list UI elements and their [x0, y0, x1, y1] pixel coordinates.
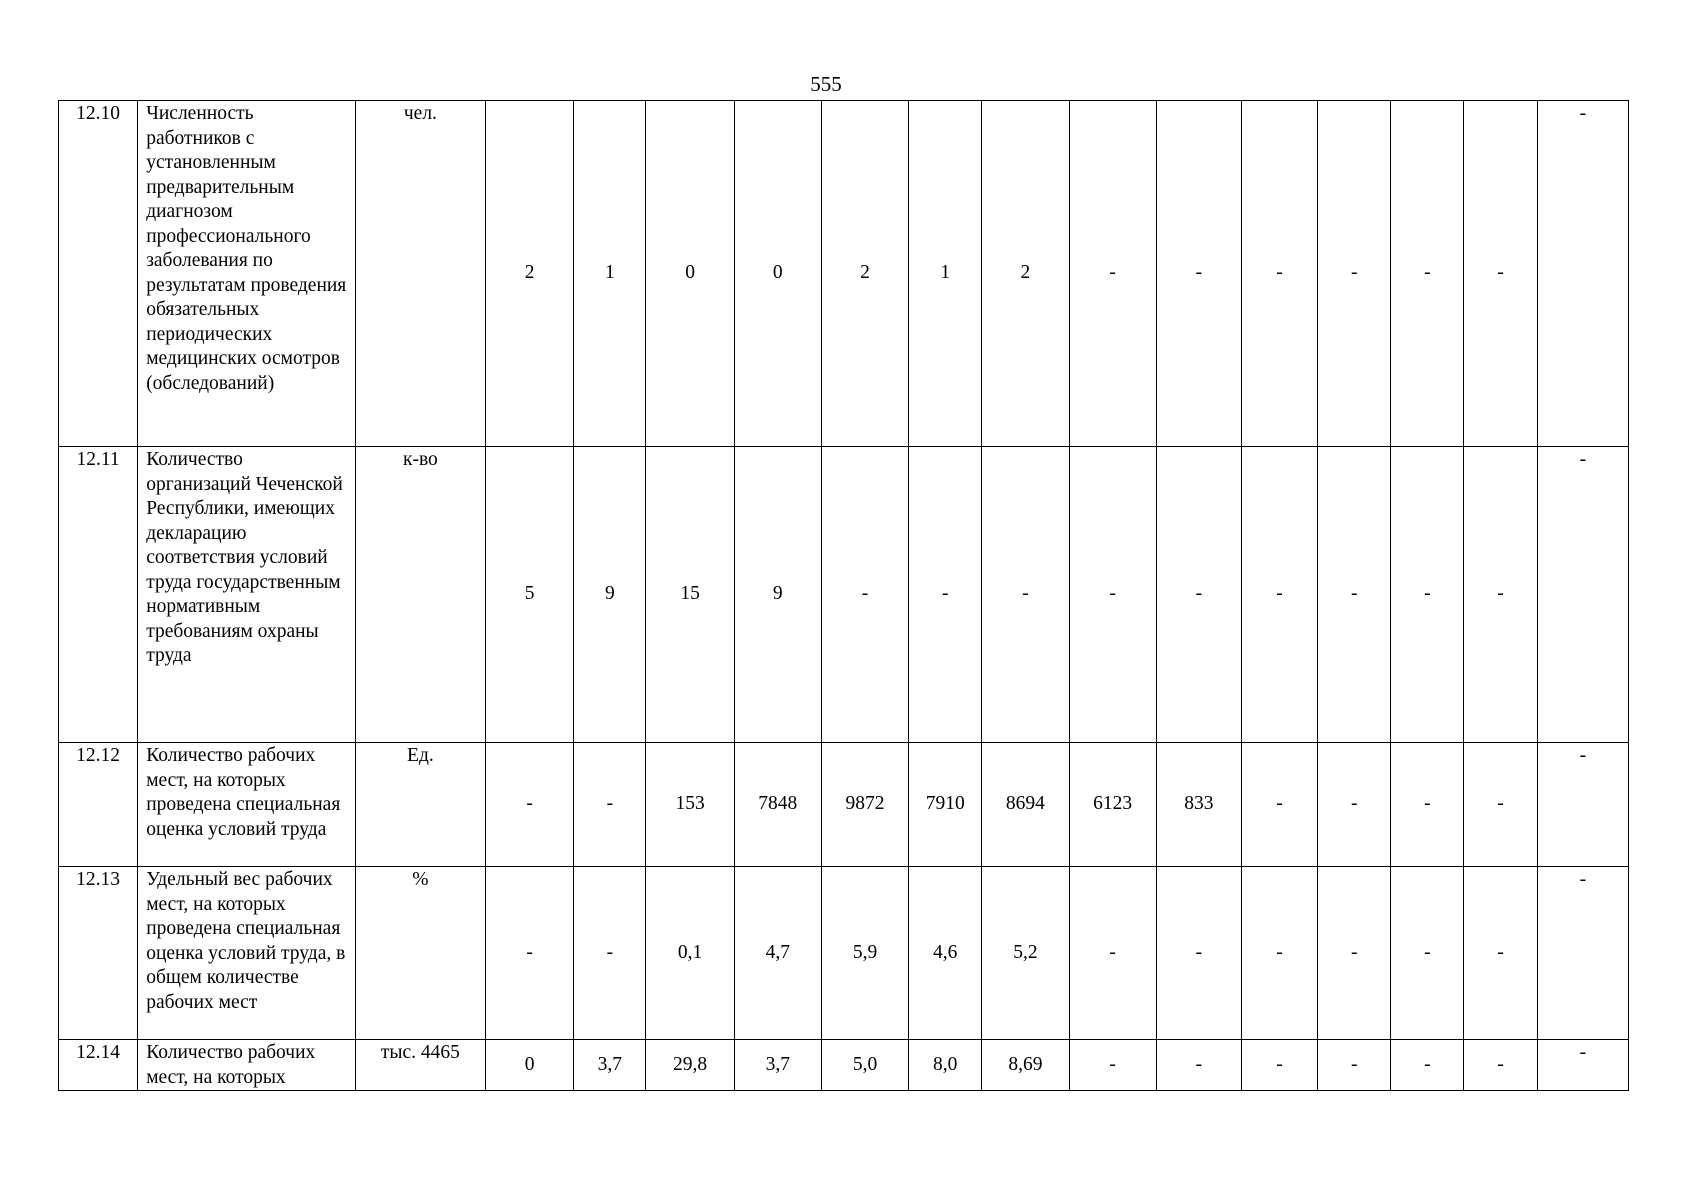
value-cell: -: [1241, 1040, 1317, 1091]
value-cell: 5,2: [982, 867, 1069, 1040]
value-cell: 29,8: [646, 1040, 734, 1091]
value-cell: 0,1: [646, 867, 734, 1040]
value-cell: -: [1391, 101, 1464, 447]
value-cell: -: [1391, 447, 1464, 743]
value-cell: 0: [486, 1040, 574, 1091]
value-cell: 7910: [909, 743, 982, 867]
value-cell: -: [574, 867, 646, 1040]
value-cell: 9: [574, 447, 646, 743]
value-cell: -: [1464, 1040, 1537, 1091]
unit-cell: чел.: [355, 101, 485, 447]
value-cell: 0: [734, 101, 821, 447]
unit-cell: к-во: [355, 447, 485, 743]
value-cell: 5,9: [821, 867, 908, 1040]
value-cell: -: [486, 743, 574, 867]
value-cell: -: [1391, 867, 1464, 1040]
value-cell: 1: [909, 101, 982, 447]
value-cell: -: [909, 447, 982, 743]
value-cell: -: [1241, 447, 1317, 743]
value-cell: 4,7: [734, 867, 821, 1040]
indicators-table: [58, 100, 1629, 1091]
last-column-cell: -: [1537, 1040, 1628, 1091]
value-cell: 3,7: [734, 1040, 821, 1091]
indicator-name: Количество рабочих мест, на которых проведена специальная оценка условий труда: [138, 743, 356, 867]
value-cell: -: [574, 743, 646, 867]
indicator-name: Количество организаций Чеченской Республики, имеющих декларацию соответствия условий труда государственным нормативным требованиям охраны труда: [138, 447, 356, 743]
row-number: 12.11: [59, 447, 138, 743]
last-column-cell: -: [1537, 447, 1628, 743]
value-cell: -: [1391, 743, 1464, 867]
table-row: [59, 101, 1629, 447]
value-cell: -: [1318, 743, 1391, 867]
value-cell: 2: [486, 101, 574, 447]
value-cell: 5,0: [821, 1040, 908, 1091]
value-cell: 9: [734, 447, 821, 743]
value-cell: -: [1464, 101, 1537, 447]
unit-cell: Ед.: [355, 743, 485, 867]
value-cell: 8,69: [982, 1040, 1069, 1091]
table-row: [59, 867, 1629, 1040]
value-cell: -: [1069, 447, 1156, 743]
row-number: 12.13: [59, 867, 138, 1040]
value-cell: -: [1156, 101, 1241, 447]
table-row: [59, 447, 1629, 743]
indicator-name: Численность работников с установленным предварительным диагнозом профессионального заболевания по результатам проведения обязательных периодических медицинских осмотров (обследований): [138, 101, 356, 447]
indicator-name: Удельный вес рабочих мест, на которых проведена специальная оценка условий труда, в общем количестве рабочих мест: [138, 867, 356, 1040]
value-cell: -: [1318, 101, 1391, 447]
value-cell: -: [1241, 867, 1317, 1040]
value-cell: 8,0: [909, 1040, 982, 1091]
unit-cell: %: [355, 867, 485, 1040]
value-cell: -: [1156, 1040, 1241, 1091]
value-cell: 1: [574, 101, 646, 447]
value-cell: -: [1069, 1040, 1156, 1091]
indicator-name: Количество рабочих мест, на которых: [138, 1040, 356, 1091]
row-number: 12.14: [59, 1040, 138, 1091]
table-row: [59, 1040, 1629, 1091]
value-cell: -: [1241, 101, 1317, 447]
value-cell: 2: [982, 101, 1069, 447]
value-cell: 0: [646, 101, 734, 447]
value-cell: -: [1069, 101, 1156, 447]
value-cell: -: [1156, 447, 1241, 743]
value-cell: -: [486, 867, 574, 1040]
row-number: 12.10: [59, 101, 138, 447]
value-cell: -: [1318, 1040, 1391, 1091]
value-cell: -: [1318, 867, 1391, 1040]
value-cell: -: [1069, 867, 1156, 1040]
value-cell: 8694: [982, 743, 1069, 867]
value-cell: -: [1464, 867, 1537, 1040]
last-column-cell: -: [1537, 867, 1628, 1040]
last-column-cell: -: [1537, 743, 1628, 867]
row-number: 12.12: [59, 743, 138, 867]
value-cell: 9872: [821, 743, 908, 867]
value-cell: 7848: [734, 743, 821, 867]
value-cell: -: [1318, 447, 1391, 743]
table-row: [59, 743, 1629, 867]
value-cell: -: [821, 447, 908, 743]
value-cell: 5: [486, 447, 574, 743]
value-cell: 833: [1156, 743, 1241, 867]
value-cell: -: [1391, 1040, 1464, 1091]
value-cell: 2: [821, 101, 908, 447]
value-cell: -: [1464, 447, 1537, 743]
value-cell: 3,7: [574, 1040, 646, 1091]
value-cell: -: [1464, 743, 1537, 867]
unit-cell: тыс. 4465: [355, 1040, 485, 1091]
last-column-cell: -: [1537, 101, 1628, 447]
value-cell: -: [1156, 867, 1241, 1040]
value-cell: 15: [646, 447, 734, 743]
value-cell: 4,6: [909, 867, 982, 1040]
value-cell: -: [1241, 743, 1317, 867]
page-number: 555: [810, 72, 842, 96]
value-cell: 6123: [1069, 743, 1156, 867]
value-cell: -: [982, 447, 1069, 743]
value-cell: 153: [646, 743, 734, 867]
